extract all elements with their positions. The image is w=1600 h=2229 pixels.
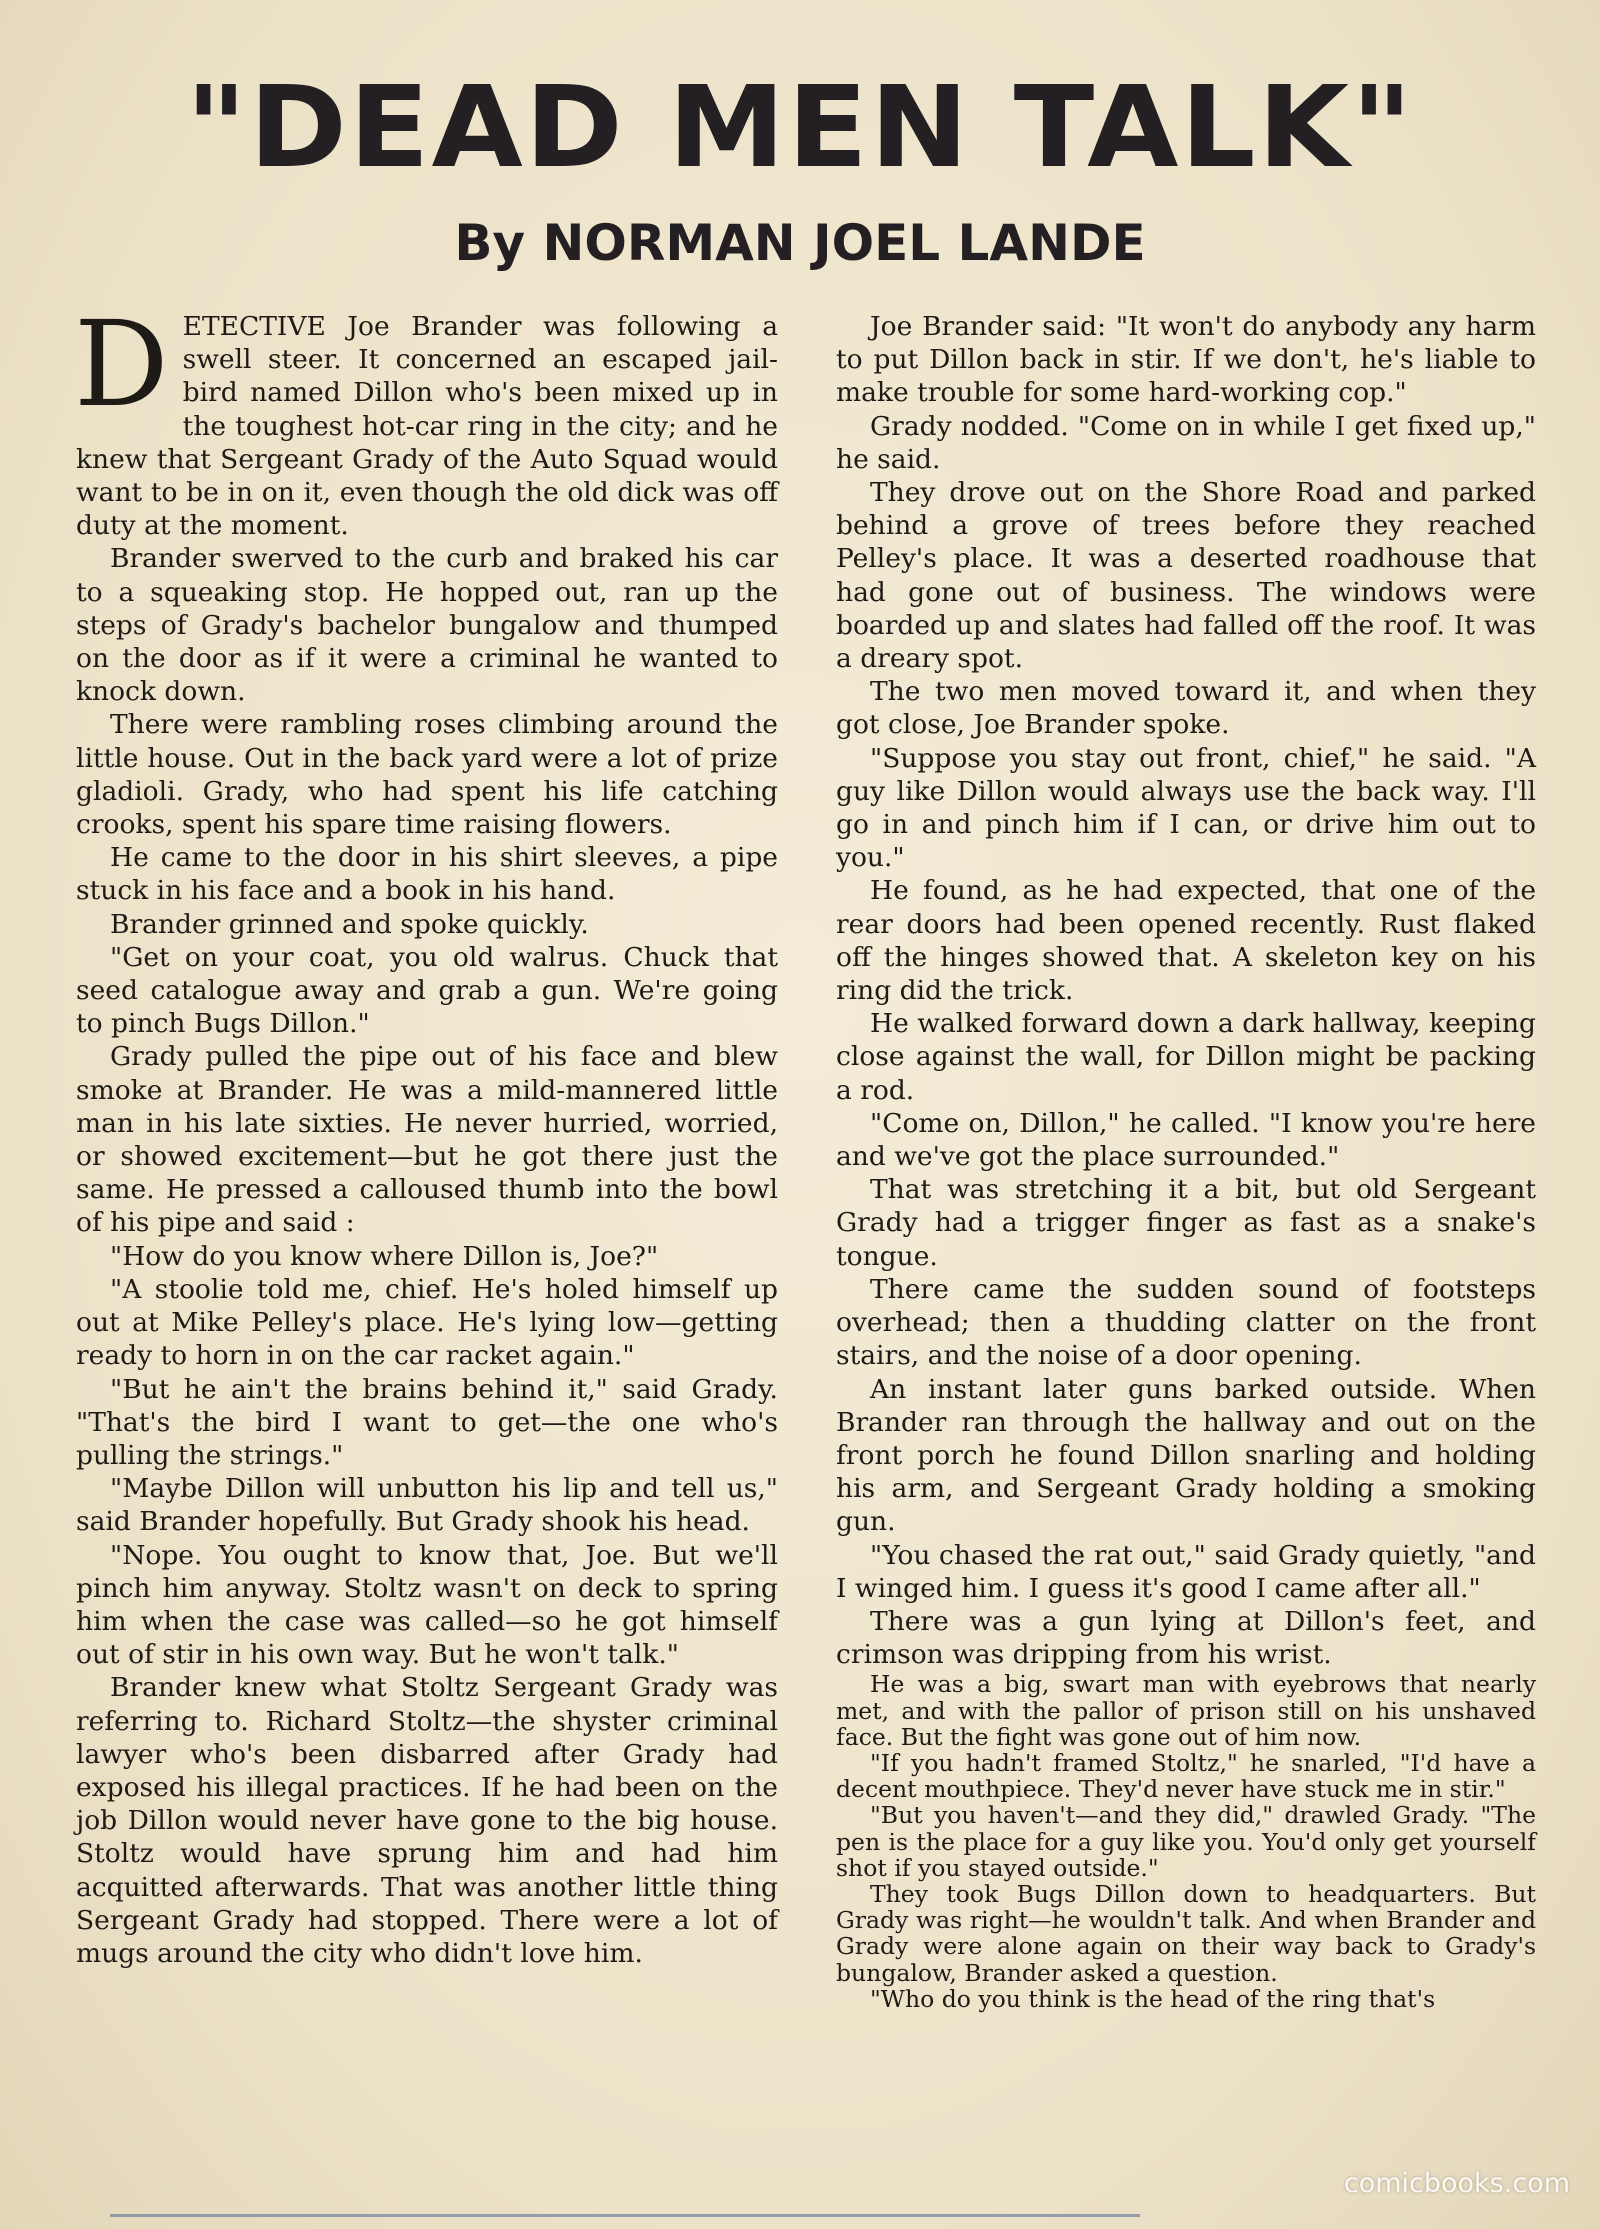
paragraph: "Suppose you stay out front, chief," he said. "A guy like Dillon would always use the back way. I'll go in and pinch him if I can, or drive him out to you." xyxy=(836,742,1536,874)
byline: By NORMAN JOEL LANDE xyxy=(454,214,1146,272)
paragraph: He walked forward down a dark hallway, keeping close against the wall, for Dillon might be packing a rod. xyxy=(836,1008,1536,1106)
paragraph: "If you hadn't framed Stoltz," he snarled, "I'd have a decent mouthpiece. They'd never have stuck me in stir." xyxy=(836,1748,1536,1804)
paragraph: Joe Brander said: "It won't do anybody any harm to put Dillon back in stir. If we don't, he's liable to make trouble for some hard-working cop." xyxy=(836,311,1536,409)
left-column xyxy=(74,295,778,1970)
paragraph: "But he ain't the brains behind it," said Grady. "That's the bird I want to get—the one who's pulling the strings." xyxy=(76,1373,778,1471)
paragraph: He was a big, swart man with eyebrows that nearly met, and with the pallor of prison still on his unshaved face. But the fight was gone out of him now. xyxy=(836,1670,1536,1751)
drop-cap: D xyxy=(74,295,169,433)
paragraph: "Who do you think is the head of the ring that's xyxy=(870,1984,1436,2013)
paragraph: Grady pulled the pipe out of his face and blew smoke at Brander. He was a mild-mannered little man in his late sixties. He never hurried, worried, or showed excitement—but he got there just the same. He pressed a calloused thumb into the bowl of his pipe and said : xyxy=(76,1041,778,1239)
paragraph: That was stretching it a bit, but old Sergeant Grady had a trigger finger as fast as a snake's tongue. xyxy=(836,1174,1536,1272)
paragraph: "A stoolie told me, chief. He's holed himself up out at Mike Pelley's place. He's lying low—getting ready to horn in on the car racket again." xyxy=(76,1273,778,1372)
paragraph: Brander grinned and spoke quickly. xyxy=(110,908,589,940)
paragraph: "Get on your coat, you old walrus. Chuck that seed catalogue away and grab a gun. We're going to pinch Bugs Dillon." xyxy=(76,941,778,1040)
paragraph: Brander swerved to the curb and braked his car to a squeaking stop. He hopped out, ran up the steps of Grady's bachelor bungalow and thumped on the door as if it were a criminal he wanted to knock down. xyxy=(76,543,778,708)
paragraph: They took Bugs Dillon down to headquarters. But Grady was right—he wouldn't talk. And when Brander and Grady were alone again on their way back to Grady's bungalow, Brander asked a question. xyxy=(836,1879,1536,1987)
paragraph: Brander knew what Stoltz Sergeant Grady was referring to. Richard Stoltz—the shyster criminal lawyer who's been disbarred after Grady had exposed his illegal practices. If he had been on the job Dillon would never have gone to the big house. Stoltz would have sprung him and had him acquitted afterwards. That was another little thing Sergeant Grady had stopped. There were a lot of mugs around the city who didn't love him. xyxy=(76,1672,778,1969)
paragraph: They drove out on the Shore Road and parked behind a grove of trees before they reached Pelley's place. It was a deserted roadhouse that had gone out of business. The windows were boarded up and slates had falled off the roof. It was a dreary spot. xyxy=(836,477,1536,675)
paragraph: "How do you know where Dillon is, Joe?" xyxy=(110,1240,659,1272)
paragraph: An instant later guns barked outside. When Brander ran through the hallway and out on the front porch he found Dillon snarling and holding his arm, and Sergeant Grady holding a smoking gun. xyxy=(836,1373,1536,1538)
story-title: "DEAD MEN TALK" xyxy=(185,61,1415,193)
bottom-rule xyxy=(110,2214,1140,2217)
small-type-section xyxy=(836,1671,1536,2012)
watermark: comicbooks.com xyxy=(1343,2168,1570,2199)
paragraph: The two men moved toward it, and when they got close, Joe Brander spoke. xyxy=(836,676,1536,741)
paragraph: "Come on, Dillon," he called. "I know you're here and we've got the place surrounded." xyxy=(836,1107,1536,1173)
paragraph: "You chased the rat out," said Grady quietly, "and I winged him. I guess it's good I came after all." xyxy=(836,1539,1536,1604)
paragraph: "But you haven't—and they did," drawled Grady. "The pen is the place for a guy like you. You'd only get yourself shot if you stayed outside." xyxy=(836,1801,1536,1882)
paragraph: He came to the door in his shirt sleeves, a pipe stuck in his face and a book in his hand. xyxy=(76,842,778,907)
paragraph: Grady nodded. "Come on in while I get fixed up," he said. xyxy=(836,410,1536,475)
paragraph: He found, as he had expected, that one of the rear doors had been opened recently. Rust flaked off the hinges showed that. A skeleton key on his ring did the trick. xyxy=(836,875,1536,1007)
opening-text: ETECTIVE Joe Brander was following a swell steer. It concerned an escaped jail-bird named Dillon who's been mixed up in the toughest hot-car ring in the city; and he knew that Sergeant Grady of the Auto Squad would want to be in on it, even though the old dick was off duty at the moment. xyxy=(76,311,778,542)
paragraph: There came the sudden sound of footsteps overhead; then a thudding clatter on the front stairs, and the noise of a door opening. xyxy=(836,1273,1536,1372)
paragraph: "Nope. You ought to know that, Joe. But we'll pinch him anyway. Stoltz wasn't on deck to spring him when the case was called—so he got himself out of stir in his own way. But he won't talk." xyxy=(76,1539,778,1671)
paragraph: There was a gun lying at Dillon's feet, and crimson was dripping from his wrist. xyxy=(836,1605,1536,1671)
right-column xyxy=(836,310,1536,2012)
paragraph: There were rambling roses climbing around the little house. Out in the back yard were a lot of prize gladioli. Grady, who had spent his life catching crooks, spent his spare time raising flowers. xyxy=(76,709,778,841)
opening-paragraph xyxy=(74,295,778,542)
paragraph: "Maybe Dillon will unbutton his lip and tell us," said Brander hopefully. But Grady shook his head. xyxy=(76,1473,778,1538)
